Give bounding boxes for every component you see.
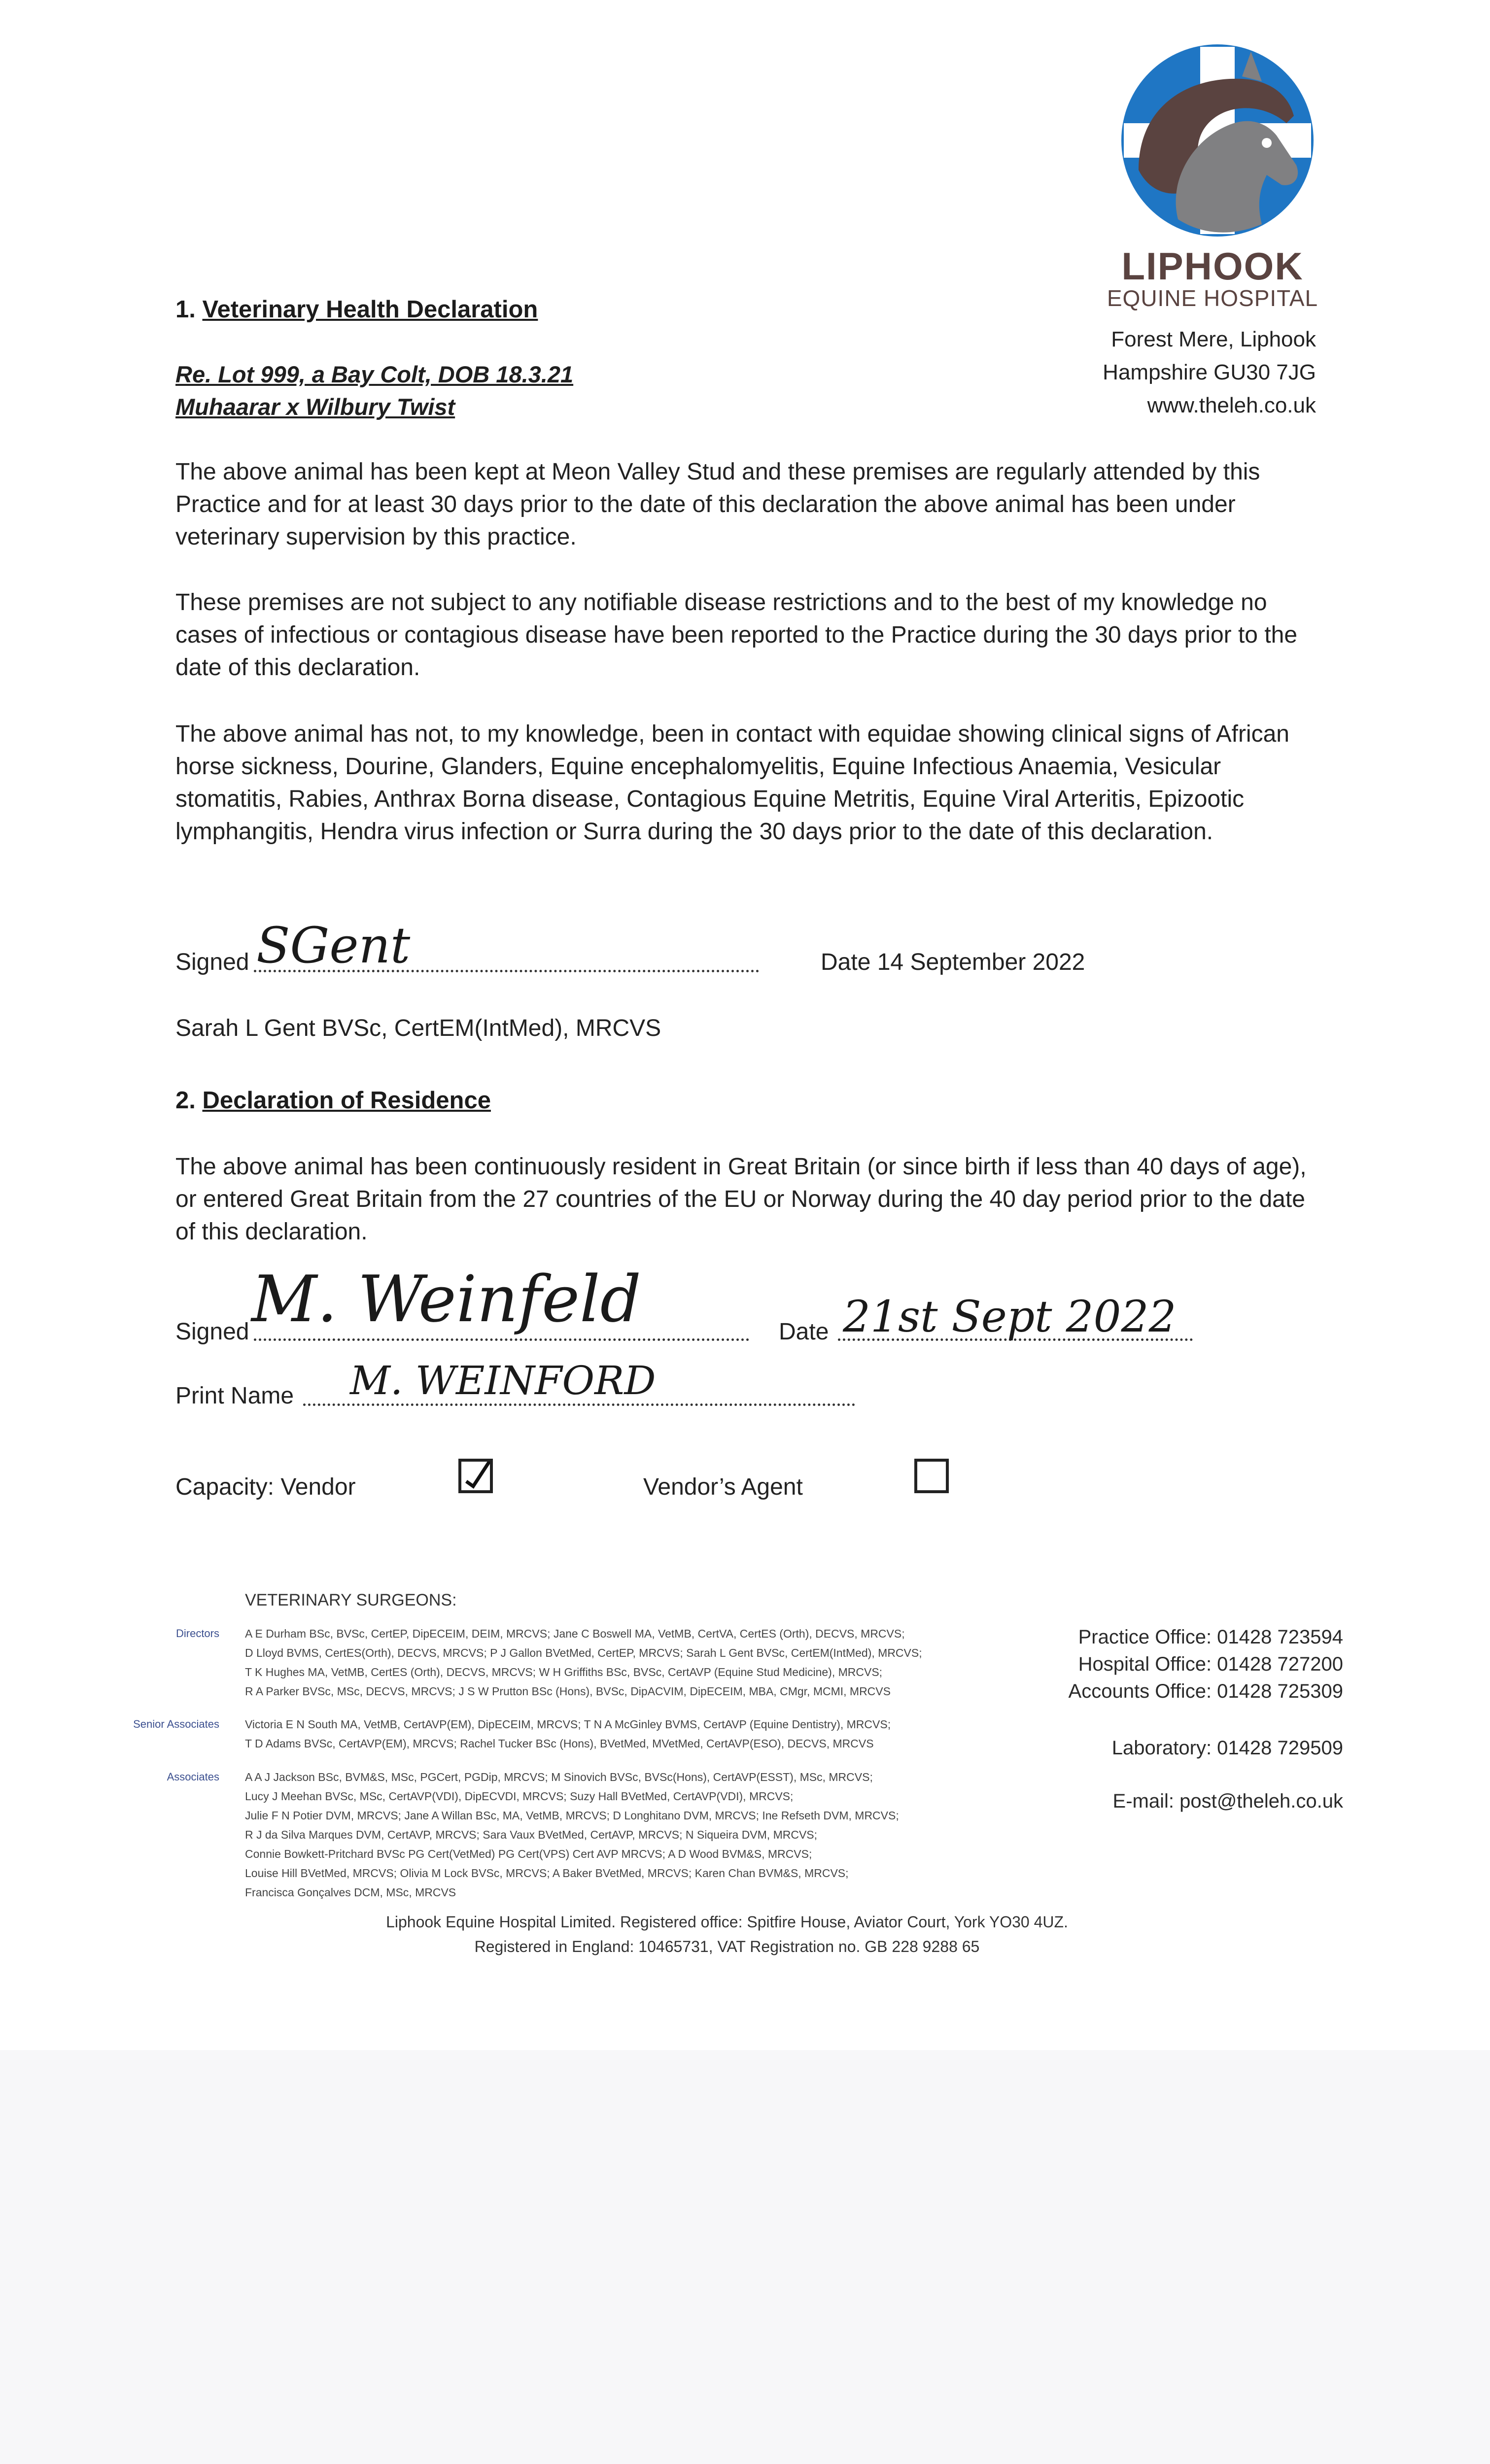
laboratory-phone: Laboratory: 01428 729509 <box>1111 1737 1343 1759</box>
vet-signature: SGent <box>256 917 411 974</box>
footer-line1: Liphook Equine Hospital Limited. Registered office: Spitfire House, Aviator Court, York YO30 4UZ. <box>386 1913 1068 1931</box>
section1-heading <box>175 296 538 323</box>
hospital-address <box>986 323 1316 422</box>
associates-line: Louise Hill BVetMed, MRCVS; Olivia M Lock BVSc, MRCVS; A Baker BVetMed, MRCVS; Karen Chan BVM&S, MRCVS; <box>245 1867 849 1880</box>
directors-line: R A Parker BVSc, MSc, DECVS, MRCVS; J S W Prutton BSc (Hons), BVSc, DipACVIM, DipECEIM, MBA, CMgr, MCMI, MRCVS <box>245 1685 891 1698</box>
associates-line: Lucy J Meehan BVSc, MSc, CertAVP(VDI), DipECVDI, MRCVS; Suzy Hall BVetMed, CertAVP(VDI), MRCVS; <box>245 1790 794 1803</box>
directors-label: Directors <box>175 1627 219 1640</box>
hospital-office-phone: Hospital Office: 01428 727200 <box>1078 1653 1343 1675</box>
vendor-signature: M. Weinfeld <box>251 1262 641 1336</box>
associates-line: Francisca Gonçalves DCM, MSc, MRCVS <box>245 1886 456 1899</box>
directors-line: T K Hughes MA, VetMB, CertES (Orth), DECVS, MRCVS; W H Griffiths BSc, BVSc, CertAVP (Equine Stud Medicine), MRCVS; <box>245 1666 883 1678</box>
health-paragraph-2: These premises are not subject to any notifiable disease restrictions and to the best of my knowledge no cases of infectious or contagious disease have been reported to the Practice during the 30 days prior to the date of this declaration. <box>175 589 1298 681</box>
directors-line: D Lloyd BVMS, CertES(Orth), DECVS, MRCVS; P J Gallon BVetMed, CertEP, MRCVS; Sarah L Gent BVSc, CertEM(IntMed), MRCVS; <box>245 1646 922 1659</box>
vendors-agent-label: Vendor’s Agent <box>643 1474 803 1500</box>
section2-number: 2. <box>175 1087 196 1114</box>
health-paragraph-3: The above animal has not, to my knowledge, been in contact with equidae showing clinical signs of African horse sickness, Dourine, Glanders, Equine encephalomyelitis, Equine Infectious Anaemia, Vesicular stomatitis, Rabies, Anthrax Borna disease, Contagious Equine Metritis, Equine Viral Arteritis, Epizootic lymphangitis, Hendra virus infection or Surra during the 30 days prior to the date of this declaration. <box>175 721 1289 845</box>
logo-name: LIPHOOK <box>1121 244 1304 288</box>
directors-line: A E Durham BSc, BVSc, CertEP, DipECEIM, DEIM, MRCVS; Jane C Boswell MA, VetMB, CertVA, CertES (Orth), DECVS, MRCVS; <box>245 1627 905 1640</box>
section2-heading <box>175 1087 491 1114</box>
vendor-checkbox[interactable] <box>458 1459 493 1493</box>
address-line: Hampshire GU30 7JG <box>1103 360 1316 384</box>
senior-line: Victoria E N South MA, VetMB, CertAVP(EM), DipECEIM, MRCVS; T N A McGinley BVMS, CertAVP (Equine Dentistry), MRCVS; <box>245 1718 891 1731</box>
practice-office-phone: Practice Office: 01428 723594 <box>1078 1626 1343 1648</box>
section1-number: 1. <box>175 296 196 323</box>
health-paragraph-1: The above animal has been kept at Meon Valley Stud and these premises are regularly attended by this Practice and for at least 30 days prior to the date of this declaration the above animal has been under veterinary supervision by this practice. <box>175 459 1260 550</box>
vet-signed-label: Signed <box>175 949 249 975</box>
associates-line: Julie F N Potier DVM, MRCVS; Jane A Willan BSc, MA, VetMB, MRCVS; D Longhitano DVM, MRCVS; Ine Refseth DVM, MRCVS; <box>245 1809 899 1822</box>
associates-label: Associates <box>167 1771 219 1783</box>
contact-block <box>986 1624 1343 1815</box>
senior-line: T D Adams BVSc, CertAVP(EM), MRCVS; Rachel Tucker BSc (Hons), BVetMed, MVetMed, CertAVP(ESO), DECVS, MRCVS <box>245 1737 874 1750</box>
print-name-label: Print Name <box>175 1383 294 1409</box>
checkmark-icon <box>461 1462 490 1490</box>
logo-subtitle: EQUINE HOSPITAL <box>1107 285 1318 311</box>
print-name-line <box>303 1403 855 1406</box>
lot-reference <box>175 358 573 423</box>
hospital-logo <box>1119 42 1316 239</box>
associates-line: R J da Silva Marques DVM, CertAVP, MRCVS; Sara Vaux BVetMed, CertAVP, MRCVS; N Siqueira DVM, MRCVS; <box>245 1828 818 1841</box>
footer-line2: Registered in England: 10465731, VAT Registration no. GB 228 9288 65 <box>474 1938 980 1955</box>
accounts-office-phone: Accounts Office: 01428 725309 <box>1068 1680 1343 1702</box>
horse-logo-icon <box>1119 42 1316 239</box>
vendor-signed-label: Signed <box>175 1319 249 1345</box>
lot-reference-line1: Re. Lot 999, a Bay Colt, DOB 18.3.21 <box>175 361 574 387</box>
residence-paragraph: The above animal has been continuously resident in Great Britain (or since birth if less than 40 days of age), or entered Great Britain from the 27 countries of the EU or Norway during the 40 day period prior to the date of this declaration. <box>175 1154 1307 1245</box>
capacity-vendor-label: Capacity: Vendor <box>175 1474 356 1500</box>
vendors-agent-checkbox[interactable] <box>914 1459 949 1493</box>
section2-title: Declaration of Residence <box>202 1087 491 1114</box>
vendor-handwritten-date: 21st Sept 2022 <box>843 1291 1177 1342</box>
senior-associates-label: Senior Associates <box>133 1718 219 1730</box>
directors-list <box>245 1624 1014 1701</box>
associates-line: Connie Bowkett-Pritchard BVSc PG Cert(VetMed) PG Cert(VPS) Cert AVP MRCVS; A D Wood BVM&S, MRCVS; <box>245 1848 812 1860</box>
vet-signatory: Sarah L Gent BVSc, CertEM(IntMed), MRCVS <box>175 1015 661 1041</box>
print-name-value: M. WEINFORD <box>350 1358 656 1403</box>
staff-heading: VETERINARY SURGEONS: <box>245 1591 457 1609</box>
senior-associates-list <box>245 1715 1014 1753</box>
vendor-date-label: Date <box>779 1319 829 1345</box>
vendor-signature-line <box>254 1338 749 1341</box>
page-bottom-margin <box>0 2050 1490 2464</box>
website-link[interactable]: www.theleh.co.uk <box>1147 393 1316 417</box>
associates-line: A A J Jackson BSc, BVM&S, MSc, PGCert, PGDip, MRCVS; M Sinovich BVSc, BVSc(Hons), CertAVP(ESST), MSc, MRCVS; <box>245 1771 873 1783</box>
contact-email[interactable]: E-mail: post@theleh.co.uk <box>1112 1790 1343 1812</box>
address-line: Forest Mere, Liphook <box>1111 327 1316 351</box>
associates-list <box>245 1768 1014 1902</box>
vet-date: Date 14 September 2022 <box>821 949 1085 975</box>
lot-reference-line2: Muhaarar x Wilbury Twist <box>175 394 455 420</box>
company-footer <box>197 1910 1257 1959</box>
section1-title: Veterinary Health Declaration <box>202 296 538 323</box>
